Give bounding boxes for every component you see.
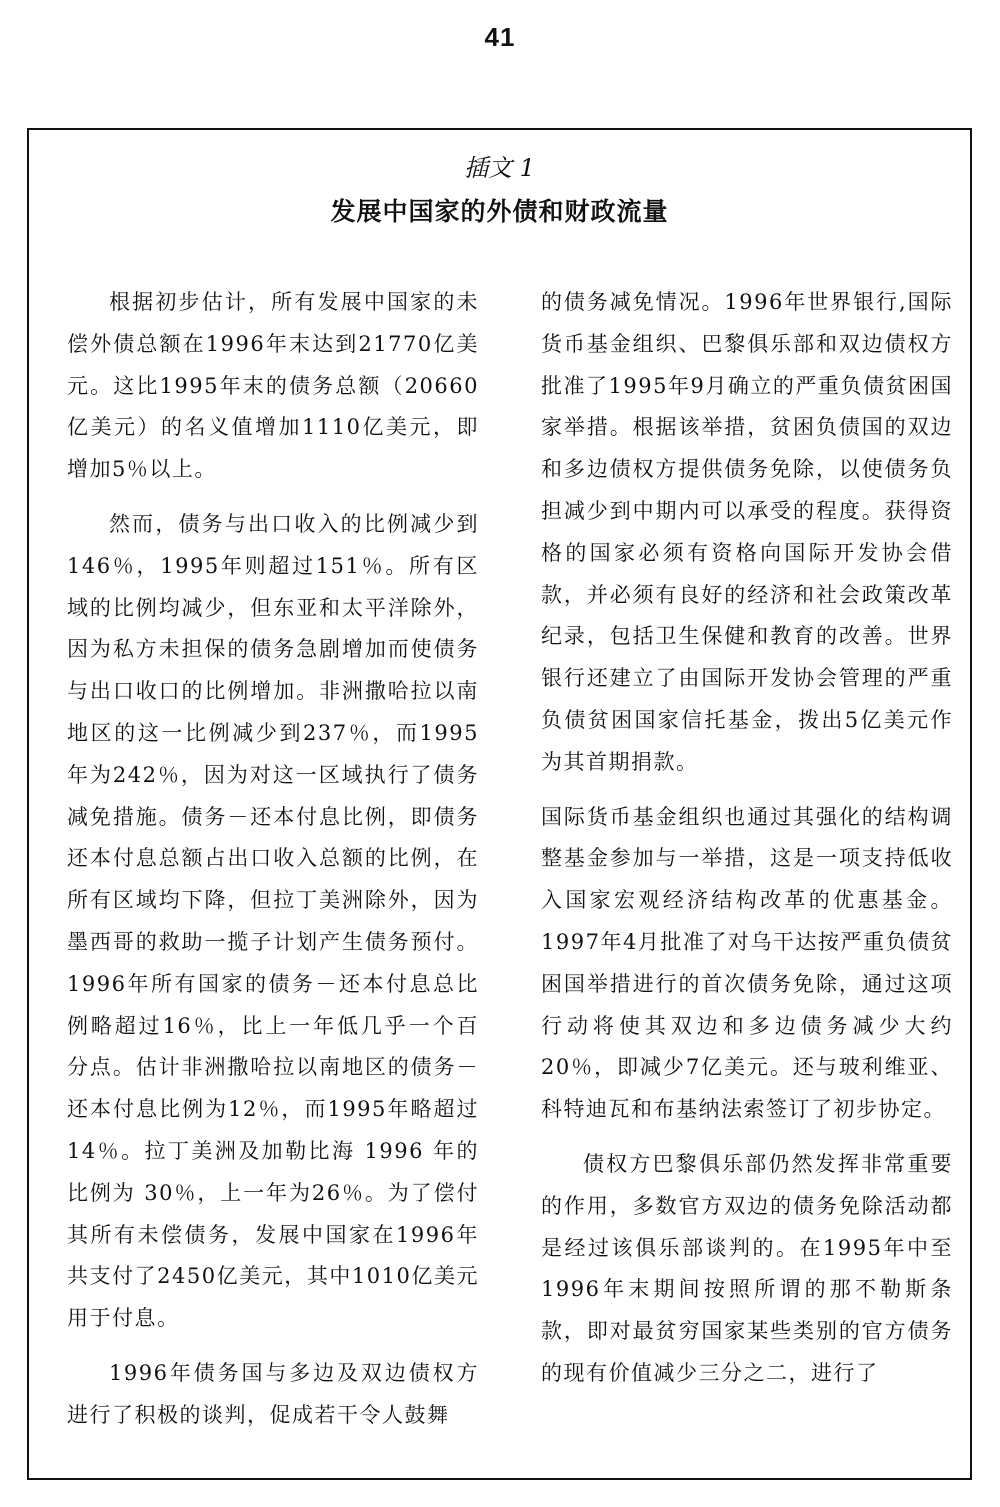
box-label: 插文 1: [464, 154, 535, 182]
right-paragraph-3: 债权方巴黎俱乐部仍然发挥非常重要的作用，多数官方双边的债务免除活动都是经过该俱乐部谈判的。在1995年中至1996年末期间按照所谓的那不勒斯条款，即对最贫穷国家某些类别的官方债务的现有价值减少三分之二，进行了: [541, 1151, 953, 1385]
left-paragraph-3: 1996年债务国与多边及双边债权方进行了积极的谈判，促成若干令人鼓舞: [67, 1360, 479, 1427]
page-number: 41: [484, 22, 516, 52]
right-column: [541, 282, 953, 1395]
right-paragraph-2: 国际货币基金组织也通过其强化的结构调整基金参加与一举措，这是一项支持低收入国家宏观经济结构改革的优惠基金。1997年4月批准了对乌干达按严重负债贫困国举措进行的首次债务免除，通过这项行动将使其双边和多边债务减少大约20％，即减少7亿美元。还与玻利维亚、科特迪瓦和布基纳法索签订了初步协定。: [541, 804, 953, 1122]
right-paragraph-1: 的债务减免情况。1996年世界银行,国际货币基金组织、巴黎俱乐部和双边债权方批准了1995年9月确立的严重负债贫困国家举措。根据该举措，贫困负债国的双边和多边债权方提供债务免除，以使债务负担减少到中期内可以承受的程度。获得资格的国家必须有资格向国际开发协会借款，并必须有良好的经济和社会政策改革纪录，包括卫生保健和教育的改善。世界银行还建立了由国际开发协会管理的严重负债贫困国家信托基金，拨出5亿美元作为其首期捐款。: [541, 290, 953, 774]
left-paragraph-2: 然而，债务与出口收入的比例减少到146％，1995年则超过151％。所有区域的比例均减少，但东亚和太平洋除外，因为私方未担保的债务急剧增加而使债务与出口收口的比例增加。非洲撒哈拉以南地区的这一比例减少到237％，而1995年为242％，因为对这一区域执行了债务减免措施。债务－还本付息比例，即债务还本付息总额占出口收入总额的比例，在所有区域均下降，但拉丁美洲除外，因为墨西哥的救助一揽子计划产生债务预付。1996年所有国家的债务－还本付息总比例略超过16％，比上一年低几乎一个百分点。估计非洲撒哈拉以南地区的债务－还本付息比例为12％，而1995年略超过14％。拉丁美洲及加勒比海 1996 年的比例为 30％，上一年为26％。为了偿付其所有未偿债务，发展中国家在1996年共支付了2450亿美元，其中1010亿美元用于付息。: [67, 511, 479, 1331]
left-paragraph-1: 根据初步估计，所有发展中国家的未偿外债总额在1996年末达到21770亿美元。这比1995年末的债务总额（20660亿美元）的名义值增加1110亿美元，即增加5％以上。: [67, 290, 479, 482]
box-title: 发展中国家的外债和财政流量: [330, 197, 669, 226]
insert-box: [27, 128, 972, 1480]
left-column: [67, 282, 479, 1437]
